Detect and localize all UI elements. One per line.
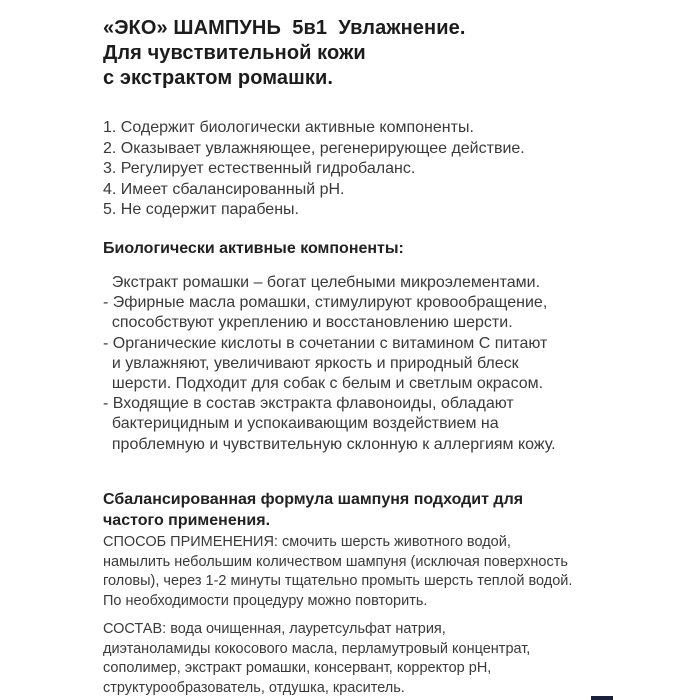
component-line: шерсти. Подходит для собак с белым и светлым окрасом. [103,375,544,393]
product-title [103,16,465,91]
feature-item: 1. Содержит биологически активные компоненты. [103,119,474,136]
component-line: - Входящие в состав экстракта флавоноиды, обладают [103,395,514,413]
features-list [103,118,525,221]
component-line: и увлажняют, увеличивают яркость и природный блеск [103,354,519,372]
usage-line: головы), через 1-2 минуты тщательно промыть шерсть теплой водой. [103,573,573,589]
components-list [103,273,556,455]
component-line: способствуют укреплению и восстановлению шерсти. [103,314,513,332]
feature-item: 3. Регулирует естественный гидробаланс. [103,160,416,177]
component-line: проблемную и чувствительную склонную к аллергиям кожу. [103,435,556,453]
component-line: Экстракт ромашки – богат целебными микроэлементами. [103,274,541,291]
composition-line: сополимер, экстракт ромашки, консервант, корректор рН, [103,660,492,676]
component-line: - Органические кислоты в сочетании с витамином С питают [103,334,548,352]
feature-item: 2. Оказывает увлажняющее, регенерирующее действие. [103,139,525,157]
composition-section [103,620,530,698]
usage-line: намылить небольшим количеством шампуня (исключая поверхность [103,553,568,570]
usage-instructions [103,533,572,611]
formula-heading [103,490,523,531]
component-line: бактерицидным и успокаивающим воздействием на [103,415,499,433]
composition-line: структурообразователь, отдушка, краситель. [103,679,405,696]
edge-mark [591,696,613,700]
usage-line: СПОСОБ ПРИМЕНЕНИЯ: смочить шерсть животного водой, [103,534,511,550]
title-line: с экстрактом ромашки. [103,67,334,89]
components-heading: Биологически активные компоненты: [103,240,404,257]
composition-line: диэтаноламиды кокосового масла, перламутровый концентрат, [103,640,531,657]
formula-heading-line: Сбалансированная формула шампуня подходит для [103,491,524,508]
composition-line: СОСТАВ: вода очищенная, лауретсульфат натрия, [103,621,446,637]
title-line: Для чувствительной кожи [103,42,366,64]
formula-heading-line: частого применения. [103,511,271,529]
feature-item: 4. Имеет сбалансированный рН. [103,180,345,198]
component-line: - Эфирные масла ромашки, стимулируют кровообращение, [103,294,548,312]
feature-item: 5. Не содержит парабены. [103,201,299,218]
title-line: «ЭКО» ШАМПУНЬ 5в1 Увлажнение. [103,17,466,39]
usage-line: По необходимости процедуру можно повторить. [103,592,428,609]
